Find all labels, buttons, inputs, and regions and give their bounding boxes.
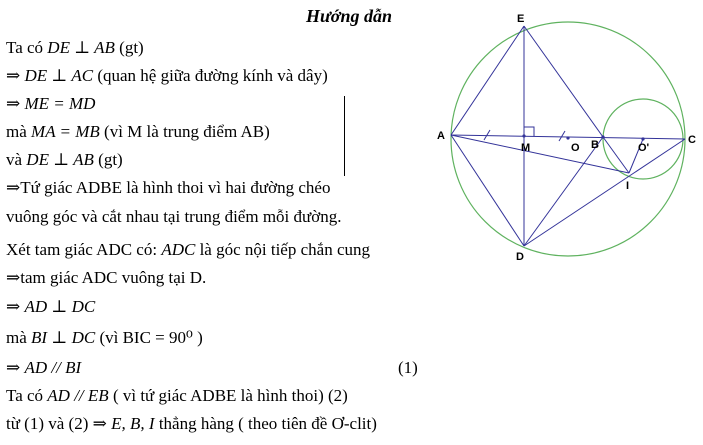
line-text: ⇒ (6, 66, 25, 85)
line-text: (gt) (114, 38, 144, 57)
math-expression: AD // EB (47, 386, 109, 405)
label-D: D (516, 251, 524, 263)
point-O (566, 136, 569, 139)
tick-mark (484, 130, 490, 140)
line-text: từ (1) và (2) ⇒ (6, 414, 112, 433)
line-text: ⇒ (6, 297, 25, 316)
line-text: vuông góc và cắt nhau tại trung điểm mỗi đường. (6, 207, 342, 226)
math-expression: DE ⊥ AB (26, 150, 94, 169)
line-text: Ta có (6, 38, 48, 57)
label-E: E (517, 13, 525, 25)
label-B: B (591, 139, 599, 151)
equation-number-1: (1) (398, 358, 418, 377)
line-text: Xét tam giác ADC có: (6, 240, 162, 259)
right-angle-mark (524, 127, 534, 136)
math-expression: DE ⊥ AB (47, 38, 115, 57)
segment-AD (451, 135, 524, 246)
math-expression: ME = MD (24, 94, 96, 113)
math-expression: AD // BI (24, 358, 82, 377)
math-expression: MA = MB (31, 122, 100, 141)
segment-AI (451, 135, 629, 173)
heading: Hướng dẫn (306, 6, 392, 26)
math-expression: AD ⊥ DC (24, 297, 96, 316)
segment-DC (524, 139, 685, 246)
line-text: (vì BIC = 90⁰ ) (95, 328, 203, 347)
math-expression: BI ⊥ DC (31, 328, 96, 347)
math-expression: E, B, I (111, 414, 155, 433)
line-text: ⇒ (6, 358, 25, 377)
line-text: Ta có (6, 386, 48, 405)
label-A: A (437, 130, 445, 142)
math-expression: ADC (161, 240, 196, 259)
label-I: I (626, 180, 630, 192)
label-O2: O' (638, 142, 650, 154)
label-M: M (521, 142, 531, 154)
line-text: thẳng hàng ( theo tiên đề Ơ-clit) (154, 414, 377, 433)
point-M (522, 134, 525, 137)
segment-AE (451, 26, 524, 135)
point-B (601, 135, 604, 138)
line-text: là góc nội tiếp chắn cung (195, 240, 370, 259)
tick-mark (559, 131, 565, 141)
line-text: (vì M là trung điểm AB) (99, 122, 270, 141)
line-text: ( vì tứ giác ADBE là hình thoi) (2) (108, 386, 348, 405)
point-O2 (641, 137, 644, 140)
line-text: ⇒tam giác ADC vuông tại D. (6, 268, 207, 287)
math-expression: DE ⊥ AC (24, 66, 94, 85)
line-text: (quan hệ giữa đường kính và dây) (93, 66, 328, 85)
label-O: O (571, 142, 580, 154)
line-text: mà (6, 122, 32, 141)
line-text: ⇒Tứ giác ADBE là hình thoi vì hai đường chéo (6, 178, 331, 197)
line-text: và (6, 150, 27, 169)
line-text: mà (6, 328, 32, 347)
segment-EB (524, 26, 603, 137)
label-C: C (688, 134, 696, 146)
line-text: (gt) (93, 150, 123, 169)
line-text: ⇒ (6, 94, 25, 113)
